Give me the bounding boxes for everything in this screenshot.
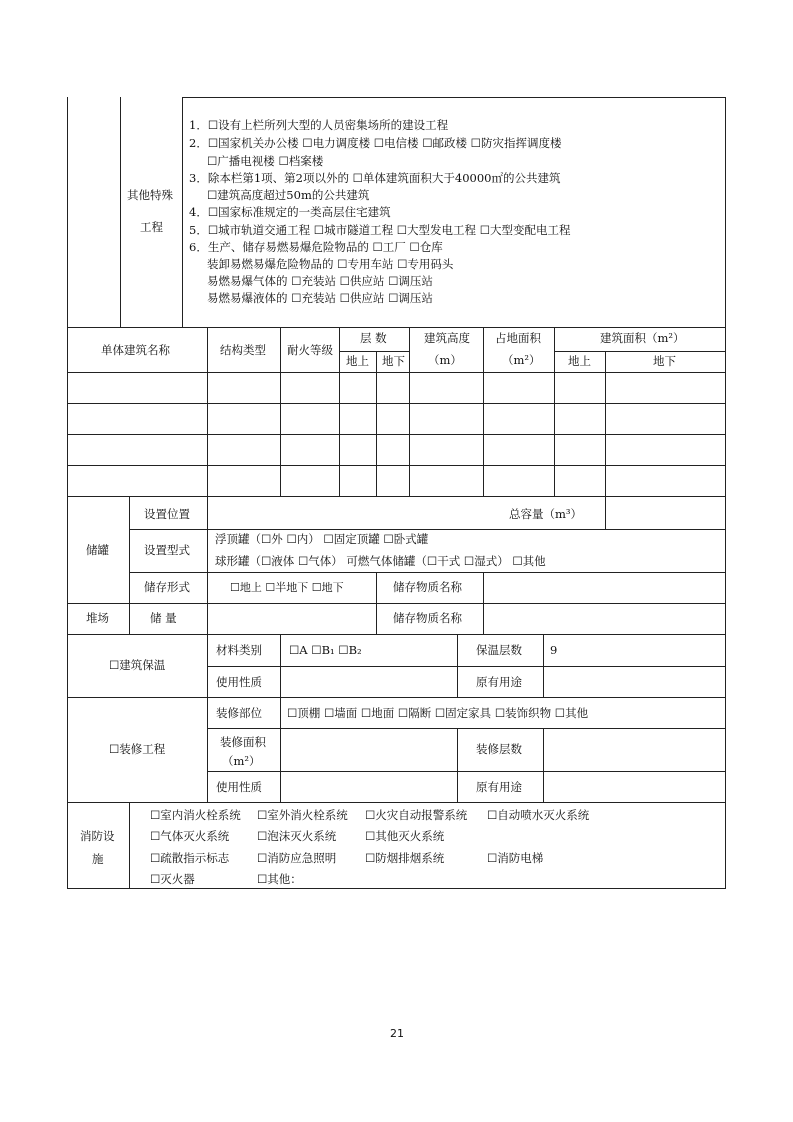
tank-capacity-label: 总容量（m³） [509,507,583,521]
insulation-original-use-label: 原有用途 [476,675,522,689]
facility-fire-elevator[interactable]: ☐消防电梯 [487,851,544,865]
facility-gas-extinguishing[interactable]: ☐气体灭火系统 [150,829,230,843]
special-item-6d[interactable]: 易燃易爆液体的 ☐充装站 ☐供应站 ☐调压站 [207,291,433,305]
yard-amount-label: 储 量 [150,611,177,625]
header-land-unit: （m²） [502,353,541,367]
decoration-area-unit: （m²） [222,754,261,768]
insulation-material-type-label: 材料类别 [216,643,262,657]
special-item-4[interactable]: 4．☐国家标准规定的一类高层住宅建筑 [189,205,391,219]
tank-storage-options[interactable]: ☐地上 ☐半地下 ☐地下 [230,581,344,594]
header-building-name: 单体建筑名称 [101,343,170,357]
tank-position-label: 设置位置 [144,507,190,521]
special-item-6b[interactable]: 装卸易燃易爆危险物品的 ☐专用车站 ☐专用码头 [207,257,454,271]
special-item-1[interactable]: 1．☐设有上栏所列大型的人员密集场所的建设工程 [189,118,449,132]
facility-extinguisher[interactable]: ☐灭火器 [150,872,195,886]
tank-type-options-1[interactable]: 浮顶罐（☐外 ☐内） ☐固定顶罐 ☐卧式罐 [215,532,429,546]
decoration-label[interactable]: ☐装修工程 [109,742,166,756]
special-label-2: 工程 [140,220,163,234]
special-item-6[interactable]: 6．生产、储存易燃易爆危险物品的 ☐工厂 ☐仓库 [189,240,443,254]
decoration-parts-label: 装修部位 [216,706,262,720]
insulation-layers-label: 保温层数 [476,643,522,657]
header-fire-rating: 耐火等级 [287,343,333,357]
yard-label: 堆场 [86,611,109,625]
insulation-layers-value: 9 [550,643,558,657]
insulation-material-options[interactable]: ☐A ☐B₁ ☐B₂ [289,643,362,657]
header-height: 建筑高度 [424,331,470,345]
header-land-area: 占地面积 [495,331,541,345]
tank-type-label: 设置型式 [144,543,190,557]
decoration-original-use-label: 原有用途 [476,780,522,794]
insulation-usage-label: 使用性质 [216,675,262,689]
header-floors-below: 地下 [382,354,405,368]
facility-sprinkler[interactable]: ☐自动喷水灭火系统 [487,808,590,822]
special-item-5[interactable]: 5．☐城市轨道交通工程 ☐城市隧道工程 ☐大型发电工程 ☐大型变配电工程 [189,223,571,237]
special-item-3b[interactable]: ☐建筑高度超过50m的公共建筑 [207,188,370,202]
tank-label: 储罐 [86,543,109,557]
special-item-2b[interactable]: ☐广播电视楼 ☐档案楼 [207,154,324,168]
header-height-unit: （m） [428,353,462,367]
header-area-above: 地上 [568,354,591,368]
facility-other-extinguishing[interactable]: ☐其他灭火系统 [365,829,445,843]
facility-indoor-hydrant[interactable]: ☐室内消火栓系统 [150,808,241,822]
header-build-area: 建筑面积（m²） [600,331,685,345]
decoration-layers-label: 装修层数 [476,742,522,756]
fire-facilities-label-2: 施 [92,852,104,866]
facility-evacuation-signs[interactable]: ☐疏散指示标志 [150,851,230,865]
special-label-1: 其他特殊 [127,188,173,202]
header-floors: 层 数 [360,331,387,345]
special-item-3[interactable]: 3．除本栏第1项、第2项以外的 ☐单体建筑面积大于40000㎡的公共建筑 [189,171,561,185]
decoration-usage-label: 使用性质 [216,780,262,794]
insulation-label[interactable]: ☐建筑保温 [109,658,166,672]
facility-outdoor-hydrant[interactable]: ☐室外消火栓系统 [257,808,348,822]
decoration-parts-options[interactable]: ☐顶棚 ☐墙面 ☐地面 ☐隔断 ☐固定家具 ☐装饰织物 ☐其他 [287,706,589,720]
facility-fire-alarm[interactable]: ☐火灾自动报警系统 [365,808,468,822]
tank-type-options-2[interactable]: 球形罐（☐液体 ☐气体） 可燃气体储罐（☐干式 ☐湿式） ☐其他 [215,554,546,568]
facility-foam-extinguishing[interactable]: ☐泡沫灭火系统 [257,829,337,843]
tank-material-name-label: 储存物质名称 [393,580,462,594]
fire-facilities-label-1: 消防设 [80,829,115,843]
tank-storage-form-label: 储存形式 [144,580,190,594]
header-floors-above: 地上 [346,354,369,368]
facility-smoke-exhaust[interactable]: ☐防烟排烟系统 [365,851,445,865]
header-structure: 结构类型 [220,343,266,357]
header-area-below: 地下 [653,354,676,368]
facility-other[interactable]: ☐其他： [257,872,302,886]
page-number: 21 [390,1027,404,1040]
yard-material-name-label: 储存物质名称 [393,611,462,625]
decoration-area-label: 装修面积 [220,735,266,749]
special-item-2[interactable]: 2．☐国家机关办公楼 ☐电力调度楼 ☐电信楼 ☐邮政楼 ☐防灾指挥调度楼 [189,136,562,150]
facility-emergency-lighting[interactable]: ☐消防应急照明 [257,851,337,865]
special-item-6c[interactable]: 易燃易爆气体的 ☐充装站 ☐供应站 ☐调压站 [207,274,433,288]
